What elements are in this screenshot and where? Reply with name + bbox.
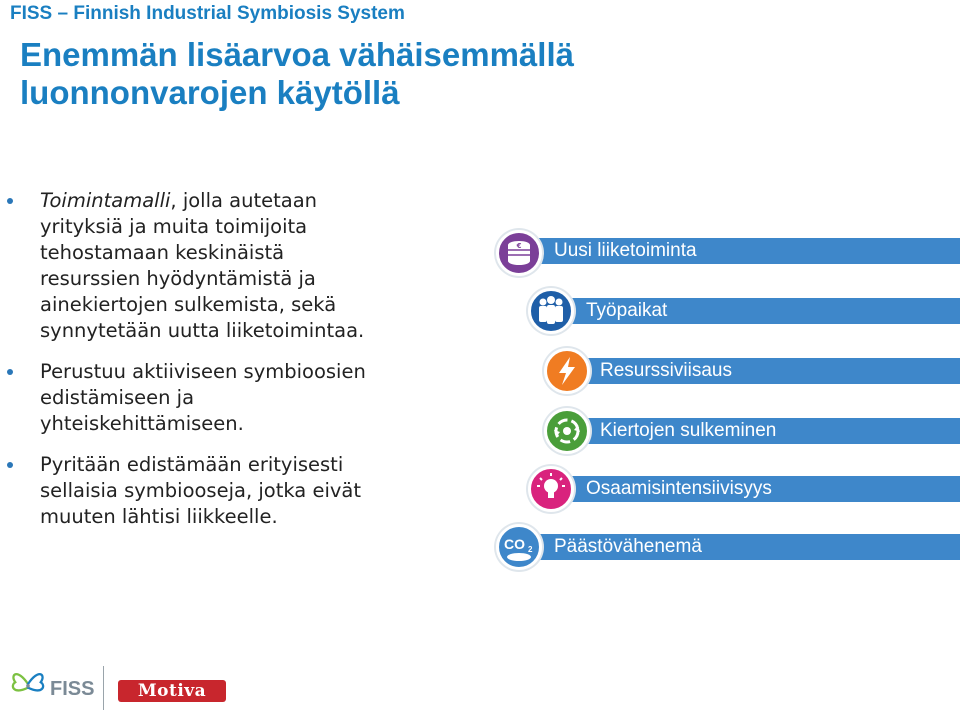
- benefit-bar-4: [578, 418, 960, 444]
- bullet-list: [0, 188, 470, 545]
- benefit-bar-1: [530, 238, 960, 264]
- bullet-1-line-3: tehostamaan keskinäistä: [40, 241, 285, 264]
- benefit-bar-6: [530, 534, 960, 560]
- bullet-2-line-3: yhteiskehittämiseen.: [40, 412, 244, 435]
- footer-divider: [103, 666, 104, 710]
- fiss-logo-text: FISS: [50, 678, 95, 700]
- header-small-title: FISS – Finnish Industrial Symbiosis System: [10, 3, 405, 24]
- page-title-line-2: luonnonvarojen käytöllä: [20, 74, 400, 111]
- co2-subscript: 2: [528, 545, 533, 554]
- coins-euro-icon: [496, 230, 542, 276]
- bullet-1-line-6: synnytetään uutta liiketoimintaa.: [40, 319, 365, 342]
- page-title: [20, 36, 740, 112]
- bullet-2-line-1: Perustuu aktiiviseen symbioosien: [40, 360, 366, 383]
- lightning-icon: [544, 348, 590, 394]
- co2-text: CO: [504, 536, 525, 552]
- bullet-1-line-1: [40, 188, 470, 214]
- benefit-label-1: Uusi liiketoiminta: [554, 240, 697, 261]
- bullet-1-line-2: yrityksiä ja muita toimijoita: [40, 215, 308, 238]
- benefit-bar-2: [562, 298, 960, 324]
- svg-text:€: €: [516, 242, 522, 250]
- bullet-item-1: [0, 188, 470, 344]
- bullet-3-line-2: sellaisia symbiooseja, jotka eivät: [40, 479, 361, 502]
- bullet-dot: [7, 369, 13, 375]
- lightbulb-icon: [528, 466, 574, 512]
- people-icon: [528, 288, 574, 334]
- motiva-logo: [118, 680, 226, 702]
- bullet-dot: [7, 198, 13, 204]
- bullet-dot: [7, 462, 13, 468]
- cycle-icon: [544, 408, 590, 454]
- co2-cloud-icon: [496, 524, 542, 570]
- page-title-line-1: Enemmän lisäarvoa vähäisemmällä: [20, 36, 574, 73]
- benefit-label-4: Kiertojen sulkeminen: [600, 420, 777, 441]
- benefits-infographic: [490, 226, 960, 586]
- butterfly-icon: [8, 662, 48, 706]
- benefit-label-6: Päästövähenemä: [554, 536, 702, 557]
- benefit-label-5: Osaamisintensiivisyys: [586, 478, 772, 499]
- bullet-item-2: [0, 359, 470, 437]
- benefit-label-2: Työpaikat: [586, 300, 668, 321]
- benefit-label-3: Resurssiviisaus: [600, 360, 732, 381]
- bullet-2-line-2: edistämiseen ja: [40, 386, 195, 409]
- bullet-1-italic: Toimintamalli: [40, 189, 171, 212]
- bullet-1-line-1-text: , jolla autetaan: [170, 189, 318, 212]
- motiva-logo-text: Motiva: [137, 681, 207, 701]
- bullet-1-line-5: ainekiertojen sulkemista, sekä: [40, 293, 337, 316]
- bullet-3-line-3: muuten lähtisi liikkeelle.: [40, 505, 278, 528]
- benefit-bar-5: [562, 476, 960, 502]
- bullet-item-3: [0, 452, 470, 530]
- bullet-3-line-1: Pyritään edistämään erityisesti: [40, 453, 344, 476]
- bullet-1-line-4: resurssien hyödyntämistä ja: [40, 267, 316, 290]
- benefit-bar-3: [578, 358, 960, 384]
